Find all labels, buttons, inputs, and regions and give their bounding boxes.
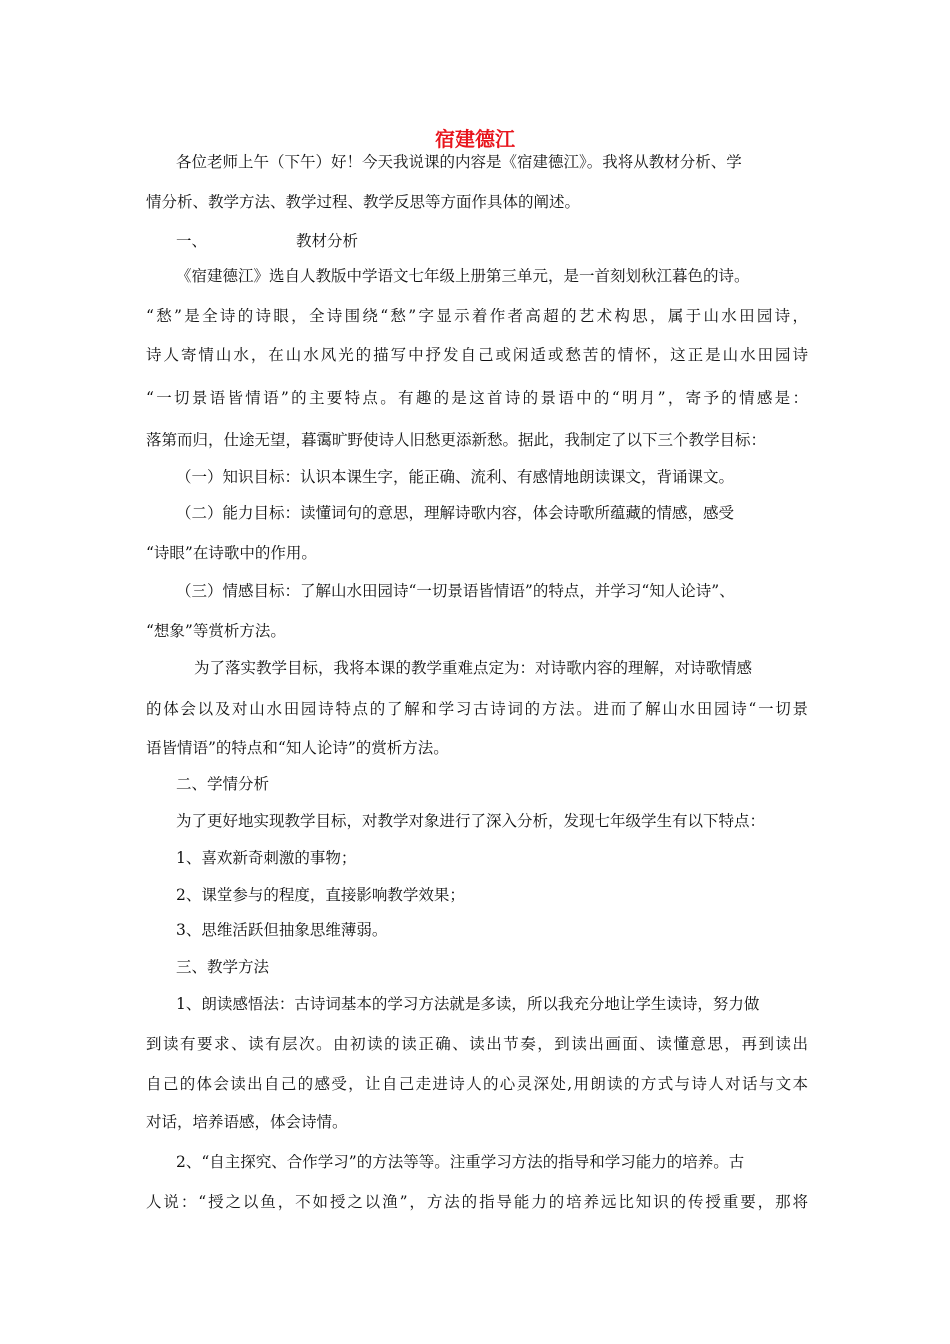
section-2-item-3: 3、思维活跃但抽象思维薄弱。: [176, 921, 388, 939]
section-2-item-1: 1、喜欢新奇刺激的事物；: [176, 849, 357, 867]
section-1-number: 一、: [176, 232, 208, 250]
method-1-line-1: 1、朗读感悟法：古诗词基本的学习方法就是多读，所以我充分地让学生读诗，努力做: [176, 995, 760, 1013]
section-1-heading: 教材分析: [296, 232, 359, 250]
intro-line-1: 各位老师上午（下午）好！今天我说课的内容是《宿建德江》。我将从教材分析、学: [176, 153, 742, 171]
analysis-line-4: “一切景语皆情语”的主要特点。有趣的是这首诗的景语中的“明月”，寄予的情感是：: [146, 389, 808, 407]
method-1-line-3: 自己的体会读出自己的感受，让自己走进诗人的心灵深处,用朗读的方式与诗人对话与文本: [146, 1075, 808, 1093]
goal-ability-line-2: “诗眼”在诗歌中的作用。: [146, 544, 317, 562]
intro-line-2: 情分析、教学方法、教学过程、教学反思等方面作具体的阐述。: [146, 193, 581, 211]
analysis-line-3: 诗人寄情山水，在山水风光的描写中抒发自己或闲适或愁苦的情怀，这正是山水田园诗: [146, 346, 808, 364]
analysis-line-5: 落第而归，仕途无望，暮霭旷野使诗人旧愁更添新愁。据此，我制定了以下三个教学目标：: [146, 431, 767, 449]
method-1-line-2: 到读有要求、读有层次。由初读的读正确、读出节奏，到读出画面、读懂意思，再到读出: [146, 1035, 808, 1053]
goal-ability-line-1: （二）能力目标：读懂词句的意思，理解诗歌内容，体会诗歌所蕴藏的情感，感受: [176, 504, 735, 522]
goal-emotion-line-2: “想象”等赏析方法。: [146, 622, 286, 640]
goal-emotion-line-1: （三）情感目标：了解山水田园诗“一切景语皆情语”的特点，并学习“知人论诗”、: [176, 582, 735, 600]
document-title: 宿建德江: [435, 127, 515, 151]
focus-line-3: 语皆情语”的特点和“知人论诗”的赏析方法。: [146, 739, 449, 757]
focus-line-2: 的体会以及对山水田园诗特点的了解和学习古诗词的方法。进而了解山水田园诗“一切景: [146, 700, 808, 718]
analysis-line-2: “愁”是全诗的诗眼，全诗围绕“愁”字显示着作者高超的艺术构思，属于山水田园诗，: [146, 307, 808, 325]
section-2-heading: 二、学情分析: [176, 775, 270, 793]
analysis-line-1: 《宿建德江》选自人教版中学语文七年级上册第三单元，是一首刻划秋江暮色的诗。: [176, 267, 750, 285]
method-2-line-1: 2、“自主探究、合作学习”的方法等等。注重学习方法的指导和学习能力的培养。古: [176, 1153, 745, 1171]
method-2-line-2: 人说：“授之以鱼，不如授之以渔”，方法的指导能力的培养远比知识的传授重要，那将: [146, 1193, 808, 1211]
method-1-line-4: 对话，培养语感，体会诗情。: [146, 1113, 348, 1131]
section-2-intro: 为了更好地实现教学目标，对教学对象进行了深入分析，发现七年级学生有以下特点：: [176, 812, 766, 830]
section-3-heading: 三、教学方法: [176, 958, 270, 976]
goal-knowledge: （一）知识目标：认识本课生字，能正确、流利、有感情地朗读课文，背诵课文。: [176, 468, 735, 486]
focus-line-1: 为了落实教学目标，我将本课的教学重难点定为：对诗歌内容的理解，对诗歌情感: [194, 659, 753, 677]
section-2-item-2: 2、课堂参与的程度，直接影响教学效果；: [176, 886, 465, 904]
